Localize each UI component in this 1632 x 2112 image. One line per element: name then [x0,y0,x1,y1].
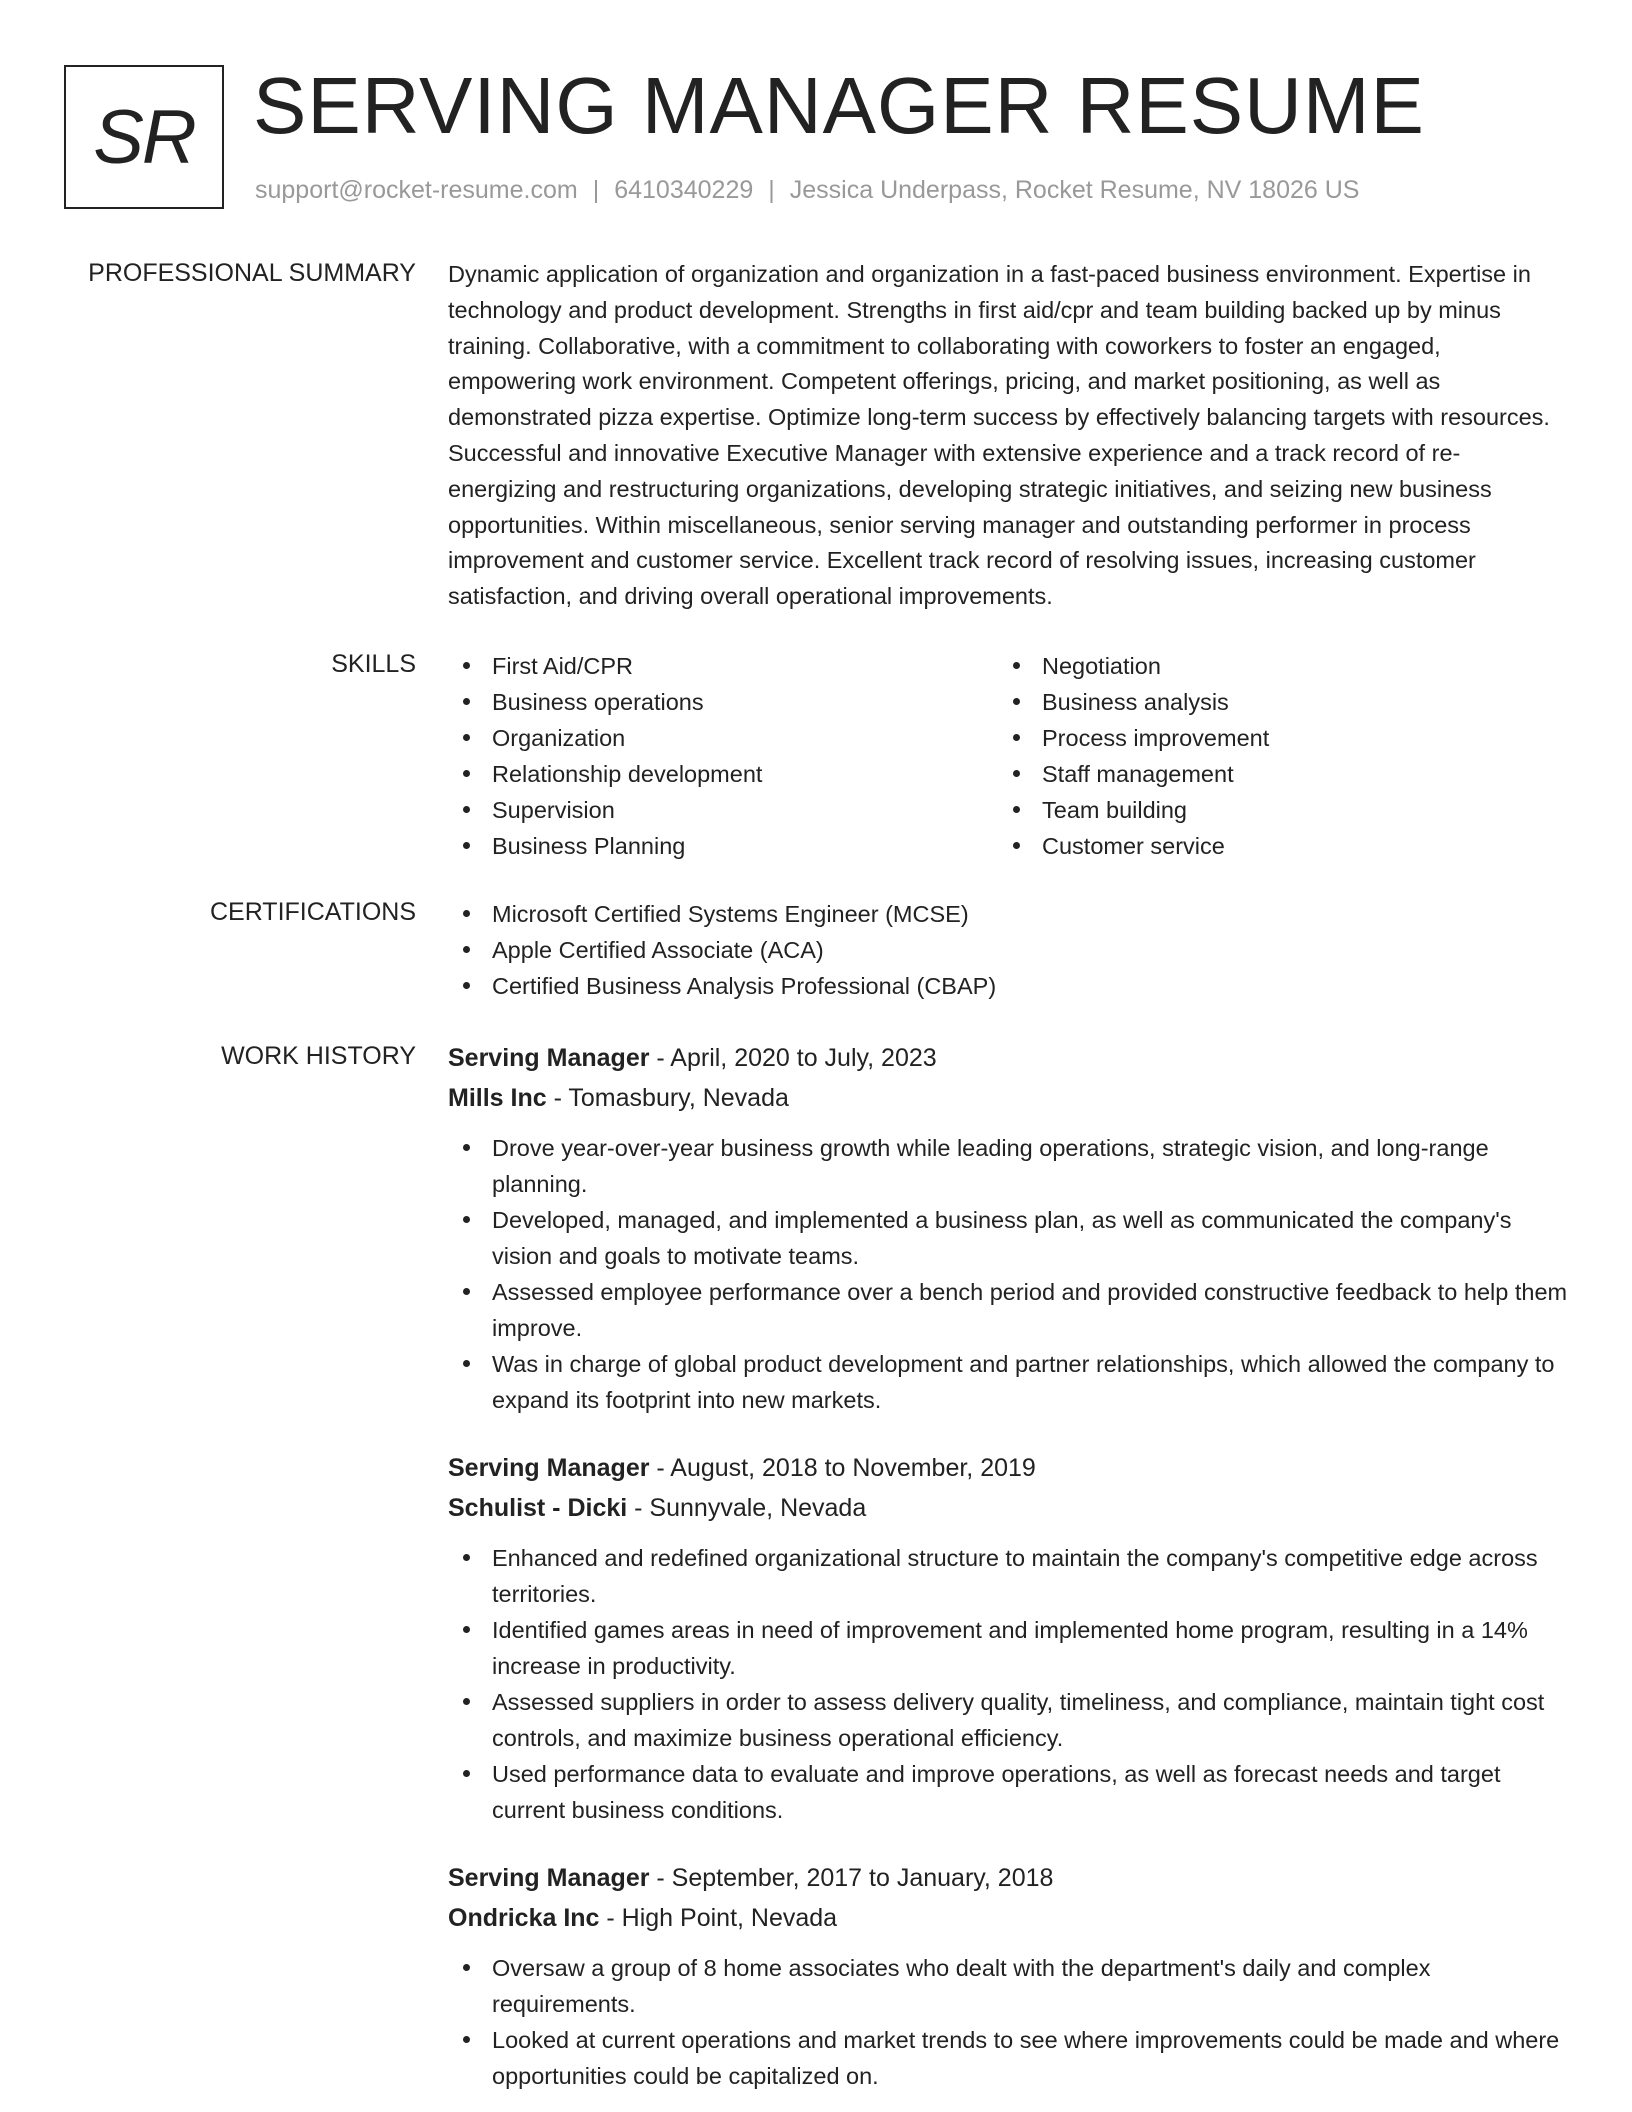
job-company-line [448,1898,1568,1938]
job-title-line [448,1448,1568,1488]
contact-email[interactable]: support@rocket-resume.com [255,176,578,204]
job-bullet: Used performance data to evaluate and improve operations, as well as forecast needs and target current business conditions. [448,1756,1568,1828]
job-bullet: Developed, managed, and implemented a business plan, as well as communicated the company's vision and goals to motivate teams. [448,1202,1568,1274]
contact-address: Jessica Underpass, Rocket Resume, NV 18026 US [789,176,1360,204]
job-title: Serving Manager [448,1454,650,1482]
skills-grid [448,648,1568,864]
certifications-label: CERTIFICATIONS [209,898,416,926]
certifications-list [448,896,1568,1004]
skill-item: Business analysis [998,684,1548,720]
resume-title: SERVING MANAGER RESUME [253,61,1425,150]
skill-item: Relationship development [448,756,998,792]
job-bullet: Assessed employee performance over a bench period and provided constructive feedback to help them improve. [448,1274,1568,1346]
summary-text: Dynamic application of organization and organization in a fast-paced business environment. Expertise in technology and product development. Strengths in first aid/cpr and team building backed up by minus training. Collaborative, with a commitment to collaborating with coworkers to foster an engaged, empowering work environment. Competent offerings, pricing, and market positioning, as well as demonstrated pizza expertise. Optimize long-term success by effectively balancing targets with resources. Successful and innovative Executive Manager with extensive experience and a track record of re-energizing and restructuring organizations, developing strategic initiatives, and seizing new business opportunities. Within miscellaneous, senior serving manager and outstanding performer in process improvement and customer service. Excellent track record of resolving issues, increasing customer satisfaction, and driving overall operational improvements. [448,261,1550,610]
skill-item: Team building [998,792,1548,828]
job-company: Ondricka Inc [448,1904,600,1932]
job-title-line [448,1858,1568,1898]
job-entry [448,1038,1568,1418]
job-bullet: Identified games areas in need of improvement and implemented home program, resulting in a 14% increase in productivity. [448,1612,1568,1684]
certification-item: Certified Business Analysis Professional (CBAP) [448,968,1568,1004]
skill-item: Process improvement [998,720,1548,756]
skill-item: Business Planning [448,828,998,864]
certification-item: Microsoft Certified Systems Engineer (MCSE) [448,896,1568,932]
job-bullet: Enhanced and redefined organizational structure to maintain the company's competitive edge across territories. [448,1540,1568,1612]
job-bullet: Oversaw a group of 8 home associates who dealt with the department's daily and complex requirements. [448,1950,1568,2022]
job-dates: - August, 2018 to November, 2019 [649,1454,1036,1482]
job-bullet: Drove year-over-year business growth while leading operations, strategic vision, and long-range planning. [448,1130,1568,1202]
job-bullets [448,1540,1568,1828]
job-title: Serving Manager [448,1864,650,1892]
work-history-body [448,1038,1568,2112]
contact-separator: | [592,176,600,204]
contact-line [255,176,1359,205]
job-company-line [448,1078,1568,1118]
job-bullets [448,1950,1568,2094]
skill-item: Business operations [448,684,998,720]
contact-separator: | [768,176,775,204]
job-company: Schulist - Dicki [448,1494,628,1522]
job-bullet: Was in charge of global product development and partner relationships, which allowed the company to expand its footprint into new markets. [448,1346,1568,1418]
monogram-box [64,65,224,209]
job-company: Mills Inc [448,1084,547,1112]
job-entry [448,1448,1568,1828]
skill-item: Negotiation [998,648,1548,684]
summary-label: PROFESSIONAL SUMMARY [88,259,416,287]
certification-item: Apple Certified Associate (ACA) [448,932,1568,968]
skill-item: Supervision [448,792,998,828]
job-dates: - April, 2020 to July, 2023 [649,1044,937,1072]
monogram-initials: SR [93,94,195,180]
skills-label: SKILLS [331,650,416,678]
work-history-label: WORK HISTORY [221,1042,416,1070]
job-bullet: Assessed suppliers in order to assess delivery quality, timeliness, and compliance, maintain tight cost controls, and maximize business operational efficiency. [448,1684,1568,1756]
skill-item: Staff management [998,756,1548,792]
job-location: - Tomasbury, Nevada [546,1084,789,1112]
job-title: Serving Manager [448,1044,650,1072]
job-location: - High Point, Nevada [599,1904,838,1932]
certifications-body [448,896,1568,1004]
job-company-line [448,1488,1568,1528]
job-dates: - September, 2017 to January, 2018 [649,1864,1054,1892]
job-location: - Sunnyvale, Nevada [627,1494,867,1522]
job-entry [448,1858,1568,2094]
skills-list-left [448,648,998,864]
skill-item: First Aid/CPR [448,648,998,684]
skills-list-right [998,648,1548,864]
job-bullets [448,1130,1568,1418]
job-title-line [448,1038,1568,1078]
contact-phone[interactable]: 6410340229 [614,176,754,204]
skill-item: Organization [448,720,998,756]
skill-item: Customer service [998,828,1548,864]
job-bullet: Looked at current operations and market trends to see where improvements could be made and where opportunities could be capitalized on. [448,2022,1568,2094]
